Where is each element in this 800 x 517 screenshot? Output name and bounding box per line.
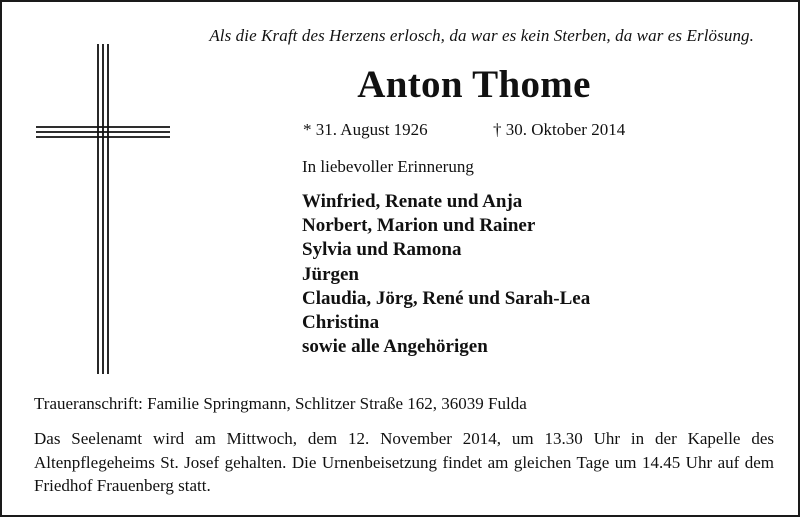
service-details: Das Seelenamt wird am Mittwoch, dem 12. November 2014, um 13.30 Uhr in der Kapelle des Altenpflegeheims St. Josef gehalten. Die Urnenbeisetzung findet am gleichen Tage um 14.45 Uhr auf dem Friedhof Frauenberg statt. [34, 429, 774, 495]
mourner-line: sowie alle Angehörigen [302, 336, 488, 358]
mourner-line: Winfried, Renate und Anja [302, 191, 523, 212]
death-date: † 30. Oktober 2014 [493, 120, 626, 139]
mourner-line: Claudia, Jörg, René und Sarah-Lea [302, 287, 591, 309]
mourner-line: Sylvia und Ramona [302, 239, 462, 261]
deceased-name: Anton Thome [357, 63, 591, 106]
motto: Als die Kraft des Herzens erlosch, da war es kein Sterben, da war es Erlösung. [209, 26, 754, 45]
mourner-line: Jürgen [302, 263, 359, 285]
mourners-list [302, 190, 590, 359]
cross-icon [36, 44, 170, 374]
mourner-line: Christina [302, 312, 380, 334]
mourning-address: Traueranschrift: Familie Springmann, Schlitzer Straße 162, 36039 Fulda [34, 394, 527, 413]
memory-line: In liebevoller Erinnerung [302, 157, 474, 176]
mourner-line: Norbert, Marion und Rainer [302, 215, 536, 237]
birth-date: * 31. August 1926 [303, 120, 428, 139]
